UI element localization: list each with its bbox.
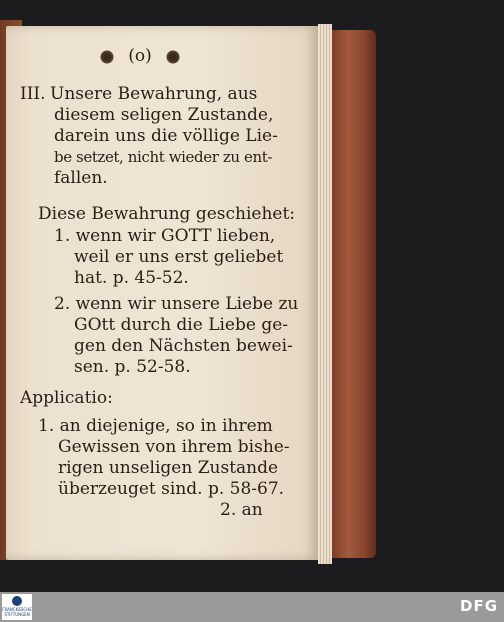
page-edges [318,24,332,564]
text-line: 1. wenn wir GOTT lieben, [54,226,276,246]
logo-text: FRANCKESCHE STIFTUNGEN [2,607,32,617]
page-number: (o) [128,46,152,66]
text-line: 1. an diejenige, so in ihrem [38,416,273,436]
ornament-icon [165,49,181,65]
text-line: gen den Nächsten bewei- [74,336,293,356]
section-numeral: III. [20,84,46,104]
text-line: Unsere Bewahrung, aus [50,84,258,104]
text-line: diesem seligen Zustande, [54,105,274,125]
text-line: überzeuget sind. p. 58-67. [58,479,285,499]
text-line: hat. p. 45-52. [74,268,189,288]
institution-logo[interactable] [2,594,32,620]
dfg-logo[interactable]: DFG [460,597,499,615]
section-heading: Diese Bewahrung geschiehet: [38,204,296,224]
catchword: 2. an [220,500,263,520]
book-spine [330,30,376,558]
viewer-footer [0,592,504,622]
logo-icon [12,596,22,606]
text-line: fallen. [54,168,108,188]
text-line: 2. wenn wir unsere Liebe zu [54,294,299,314]
text-line: darein uns die völlige Lie- [54,126,278,146]
text-line: rigen unseligen Zustande [58,458,279,478]
text-line: sen. p. 52-58. [74,357,191,377]
text-line: be setzet, nicht wieder zu ent- [54,148,273,166]
text-line: weil er uns erst geliebet [74,247,284,267]
ornament-icon [99,49,115,65]
section-heading: Applicatio: [20,388,113,408]
text-line: GOtt durch die Liebe ge- [74,315,289,335]
text-line: Gewissen von ihrem bishe- [58,437,290,457]
page-header [90,46,190,66]
